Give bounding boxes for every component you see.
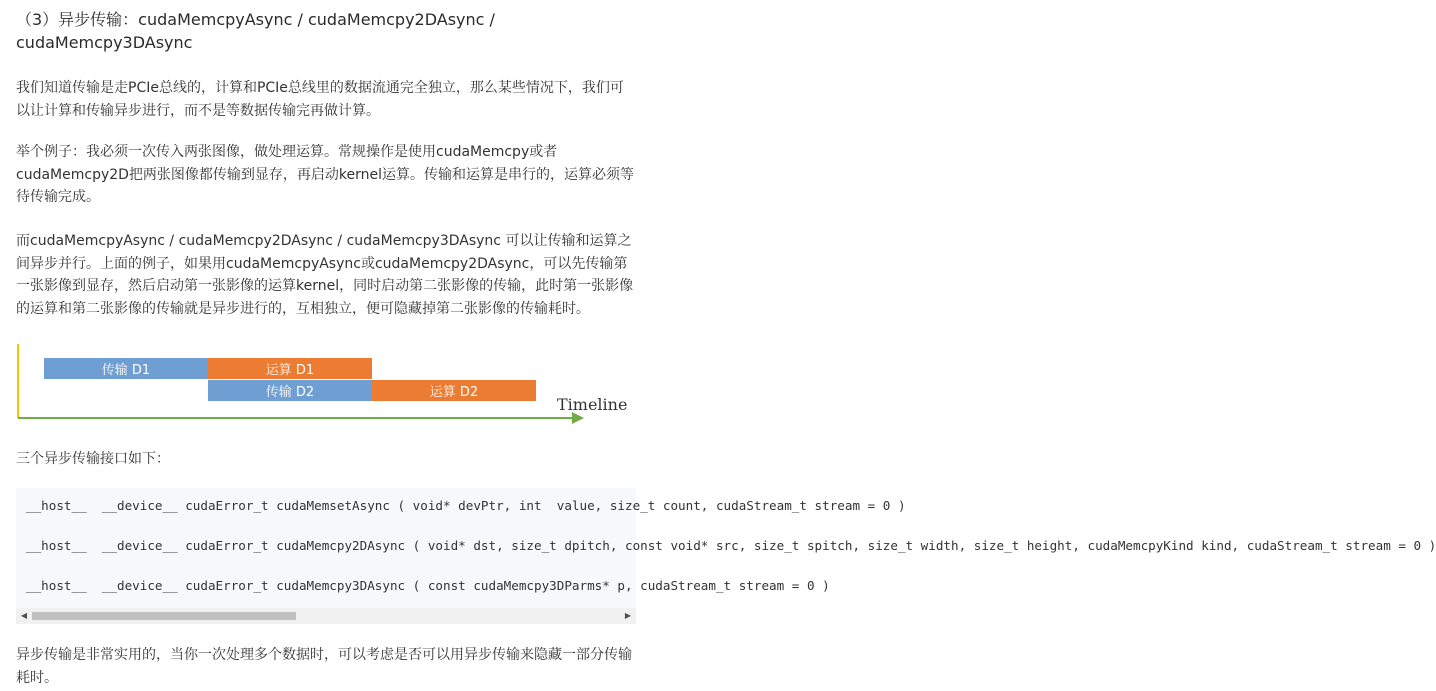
- section-heading: （3）异步传输：cudaMemcpyAsync / cudaMemcpy2DAsync / cudaMemcpy3DAsync: [16, 10, 495, 52]
- code-line-memcpy2d-async: __host__ __device__ cudaError_t cudaMemcpy2DAsync ( void* dst, size_t dpitch, const void* src, size_t spitch, size_t width, size_t height, cudaMemcpyKind kind, cudaStream_t stream = 0 ): [26, 538, 1436, 553]
- paragraph-async: 而cudaMemcpyAsync / cudaMemcpy2DAsync / cudaMemcpy3DAsync 可以让传输和运算之间异步并行。上面的例子，如果用cudaMemcpyAsync或cudaMemcpy2DAsync，可以先传输第一张影像到显存，然后启动第一张影像的运算kernel，同时启动第二张影像的传输，此时第一张影像的运算和第二张影像的传输就是异步进行的，互相独立，便可隐藏掉第二张影像的传输耗时。: [16, 233, 634, 317]
- code-block[interactable]: [16, 488, 1436, 624]
- paragraph-conclusion: 异步传输是非常实用的，当你一次处理多个数据时，可以考虑是否可以用异步传输来隐藏一部分传输耗时。: [16, 647, 632, 686]
- paragraph-pcie: 我们知道传输是走PCIe总线的，计算和PCIe总线里的数据流通完全独立，那么某些情况下，我们可以让计算和传输异步进行，而不是等数据传输完再做计算。: [16, 80, 624, 119]
- scroll-right-icon[interactable]: ▶: [624, 611, 632, 620]
- label-transfer-d1: 传输 D1: [101, 363, 151, 378]
- code-line-memset-async: __host__ __device__ cudaError_t cudaMemsetAsync ( void* devPtr, int value, size_t count, cudaStream_t stream = 0 ): [26, 498, 906, 513]
- label-compute-d1: 运算 D1: [265, 363, 315, 378]
- code-line-memcpy3d-async: __host__ __device__ cudaError_t cudaMemcpy3DAsync ( const cudaMemcpy3DParms* p, cudaStream_t stream = 0 ): [26, 578, 830, 593]
- paragraph-interfaces: 三个异步传输接口如下：: [16, 451, 170, 467]
- paragraph-example: 举个例子：我必须一次传入两张图像，做处理运算。常规操作是使用cudaMemcpy或者cudaMemcpy2D把两张图像都传输到显存，再启动kernel运算。传输和运算是串行的，运算必须等待传输完成。: [16, 144, 635, 205]
- label-compute-d2: 运算 D2: [429, 385, 479, 400]
- scroll-thumb[interactable]: [32, 612, 296, 620]
- horizontal-scrollbar[interactable]: [16, 608, 636, 624]
- timeline-axis-label: Timeline: [557, 395, 628, 414]
- label-transfer-d2: 传输 D2: [265, 385, 315, 400]
- async-timeline-diagram: [16, 344, 636, 424]
- scroll-left-icon[interactable]: ◀: [20, 611, 28, 620]
